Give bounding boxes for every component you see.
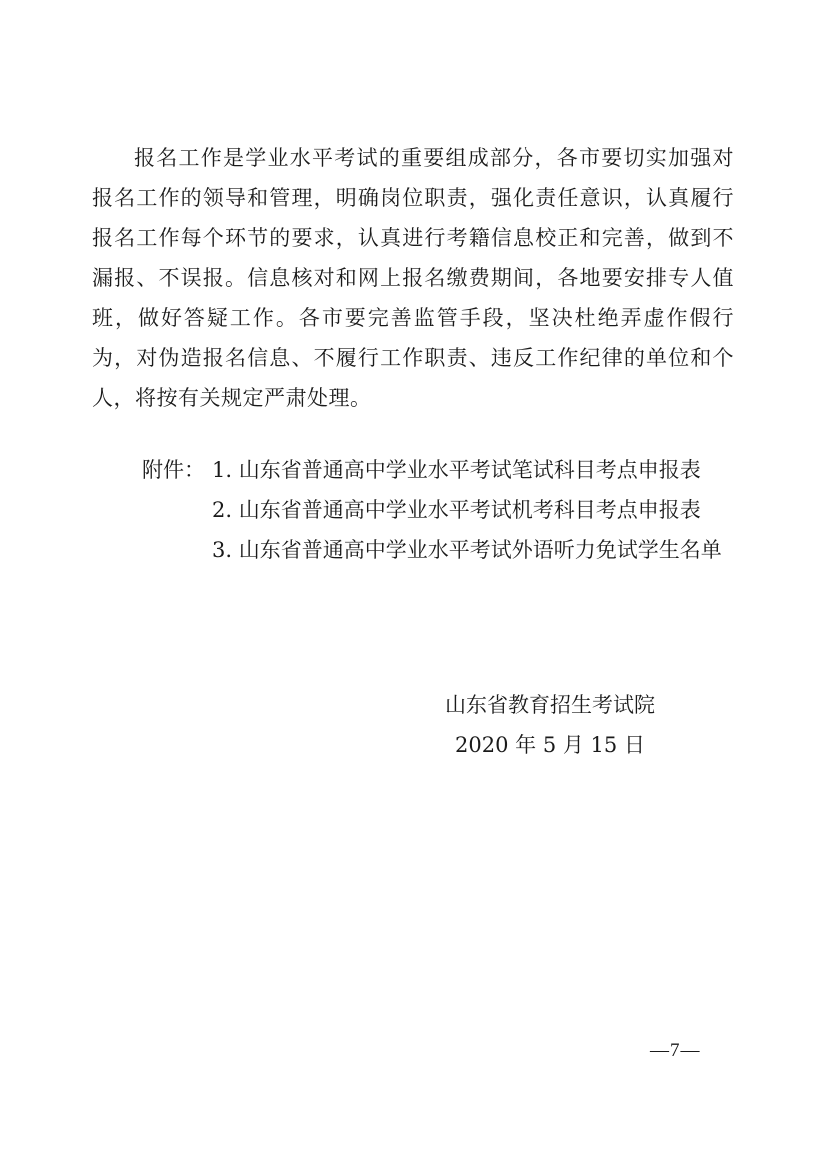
page-number: —7— bbox=[650, 1040, 701, 1061]
issue-date: 2020 年 5 月 15 日 bbox=[455, 733, 645, 757]
attachment-title: 2. 山东省普通高中学业水平考试机考科目考点申报表 bbox=[212, 498, 701, 522]
attachment-item bbox=[142, 530, 722, 570]
issuing-organization: 山东省教育招生考试院 bbox=[445, 693, 655, 717]
attachment-item bbox=[142, 490, 722, 530]
attachment-item bbox=[142, 450, 722, 490]
attachment-title: 1. 山东省普通高中学业水平考试笔试科目考点申报表 bbox=[212, 458, 701, 482]
attachment-list bbox=[142, 450, 722, 570]
attachment-label: 附件： bbox=[142, 458, 205, 482]
body-paragraph: 报名工作是学业水平考试的重要组成部分，各市要切实加强对报名工作的领导和管理，明确岗位职责，强化责任意识，认真履行报名工作每个环节的要求，认真进行考籍信息校正和完善，做到不漏报、不误报。信息核对和网上报名缴费期间，各地要安排专人值班，做好答疑工作。各市要完善监管手段，坚决杜绝弄虚作假行为，对伪造报名信息、不履行工作职责、违反工作纪律的单位和个人，将按有关规定严肃处理。 bbox=[92, 146, 734, 410]
signature-block bbox=[420, 685, 680, 765]
attachment-title: 3. 山东省普通高中学业水平考试外语听力免试学生名单 bbox=[212, 538, 722, 562]
